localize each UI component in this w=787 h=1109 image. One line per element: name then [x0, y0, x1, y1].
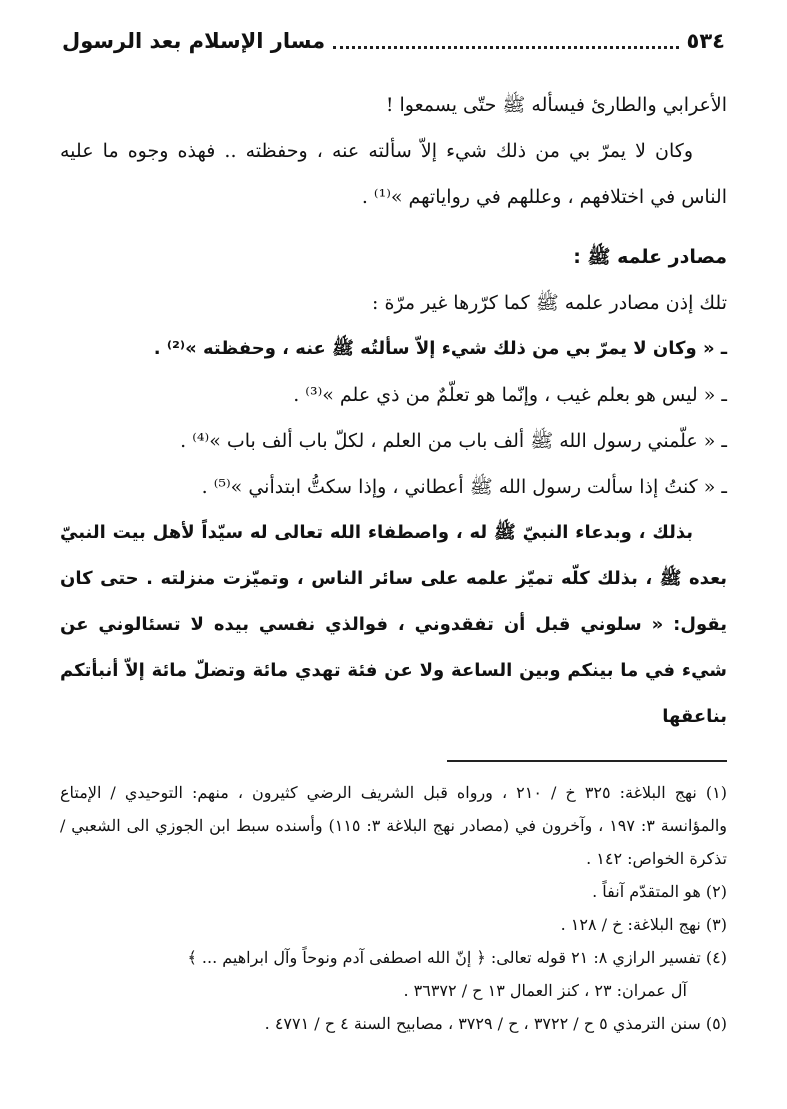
paragraph-final: بذلك ، وبدعاء النبيّ ﷺ له ، واصطفاء الله تعالى له سيّداً لأهل بيت النبيّ بعده ﷺ ، بذلك كلّه تميّز علمه على سائر الناس ، وتميّزت منزلته . حتى كان يقول: « سلوني قبل أن تفقدوني ، فوالذي نفسي بيده لا تسئالوني عن شيء في ما بينكم وبين الساعة ولا عن فئة تهدي مائة وتضلّ مائة إلاّ أنبأتكم بناعقها — [60, 522, 727, 727]
paragraph-continuation: الأعرابي والطارئ فيسأله ﷺ حتّى يسمعوا ! — [385, 94, 727, 116]
footnote-2: (٢) هو المتقدّم آنفاً . — [592, 882, 727, 901]
paragraph-narration-end: وكان لا يمرّ بي من ذلك شيء إلاّ سألته عنه ، وحفظته .. فهذه وجوه ما عليه الناس في اختلافهم ، وعللهم في رواياتهم »⁽¹⁾ . — [60, 140, 727, 208]
main-text — [60, 82, 727, 740]
footnote-1: (١) نهج البلاغة: ٣٢٥ خ / ٢١٠ ، ورواه قبل الشريف الرضي كثيرون ، منهم: التوحيدي / الإمتاع والمؤانسة ٣: ١٩٧ ، وآخرون في (مصادر نهج البلاغة ٣: ١١٥) وأسنده سبط ابن الجوزي الى الشعبي / تذكرة الخواص: ١٤٢ . — [60, 783, 728, 868]
section-heading: مصادر علمه ﷺ : — [573, 246, 727, 268]
footnote-3: (٣) نهج البلاغة: خ / ١٢٨ . — [560, 915, 727, 934]
footnote-5: (٥) سنن الترمذي ٥ ح / ٣٧٢٢ ، ح / ٣٧٢٩ ، مصابيح السنة ٤ ح / ٤٧٧١ . — [264, 1014, 727, 1033]
quote-item-3: ـ « علّمني رسول الله ﷺ ألف باب من العلم ، لكلّ باب ألف باب »⁽⁴⁾ . — [180, 430, 727, 452]
footnotes — [60, 776, 727, 1040]
running-title: مسار الإسلام بعد الرسول — [62, 29, 326, 53]
header-dotted-leader — [333, 46, 678, 49]
quote-item-2: ـ « ليس هو بعلم غيب ، وإنّما هو تعلّمٌ من ذي علم »⁽³⁾ . — [293, 384, 727, 406]
intro-line: تلك إذن مصادر علمه ﷺ كما كرّرها غير مرّة : — [372, 292, 727, 314]
footnote-4: (٤) تفسير الرازي ٨: ٢١ قوله تعالى: ﴿ إنّ الله اصطفى آدم ونوحاً وآل ابراهيم ... ﴾ — [187, 948, 727, 967]
footnote-4-continued: آل عمران: ٢٣ ، كنز العمال ١٣ ح / ٣٦٣٧٢ . — [403, 981, 687, 1000]
page-number: ٥٣٤ — [686, 29, 725, 53]
footnote-separator — [447, 760, 727, 762]
quote-item-1: ـ « وكان لا يمرّ بي من ذلك شيء إلاّ سألتُه ﷺ عنه ، وحفظته »⁽²⁾ . — [153, 338, 727, 359]
quote-item-4: ـ « كنتُ إذا سألت رسول الله ﷺ أعطاني ، وإذا سكتُّ ابتدأني »⁽⁵⁾ . — [201, 476, 727, 498]
page-header — [62, 26, 725, 56]
